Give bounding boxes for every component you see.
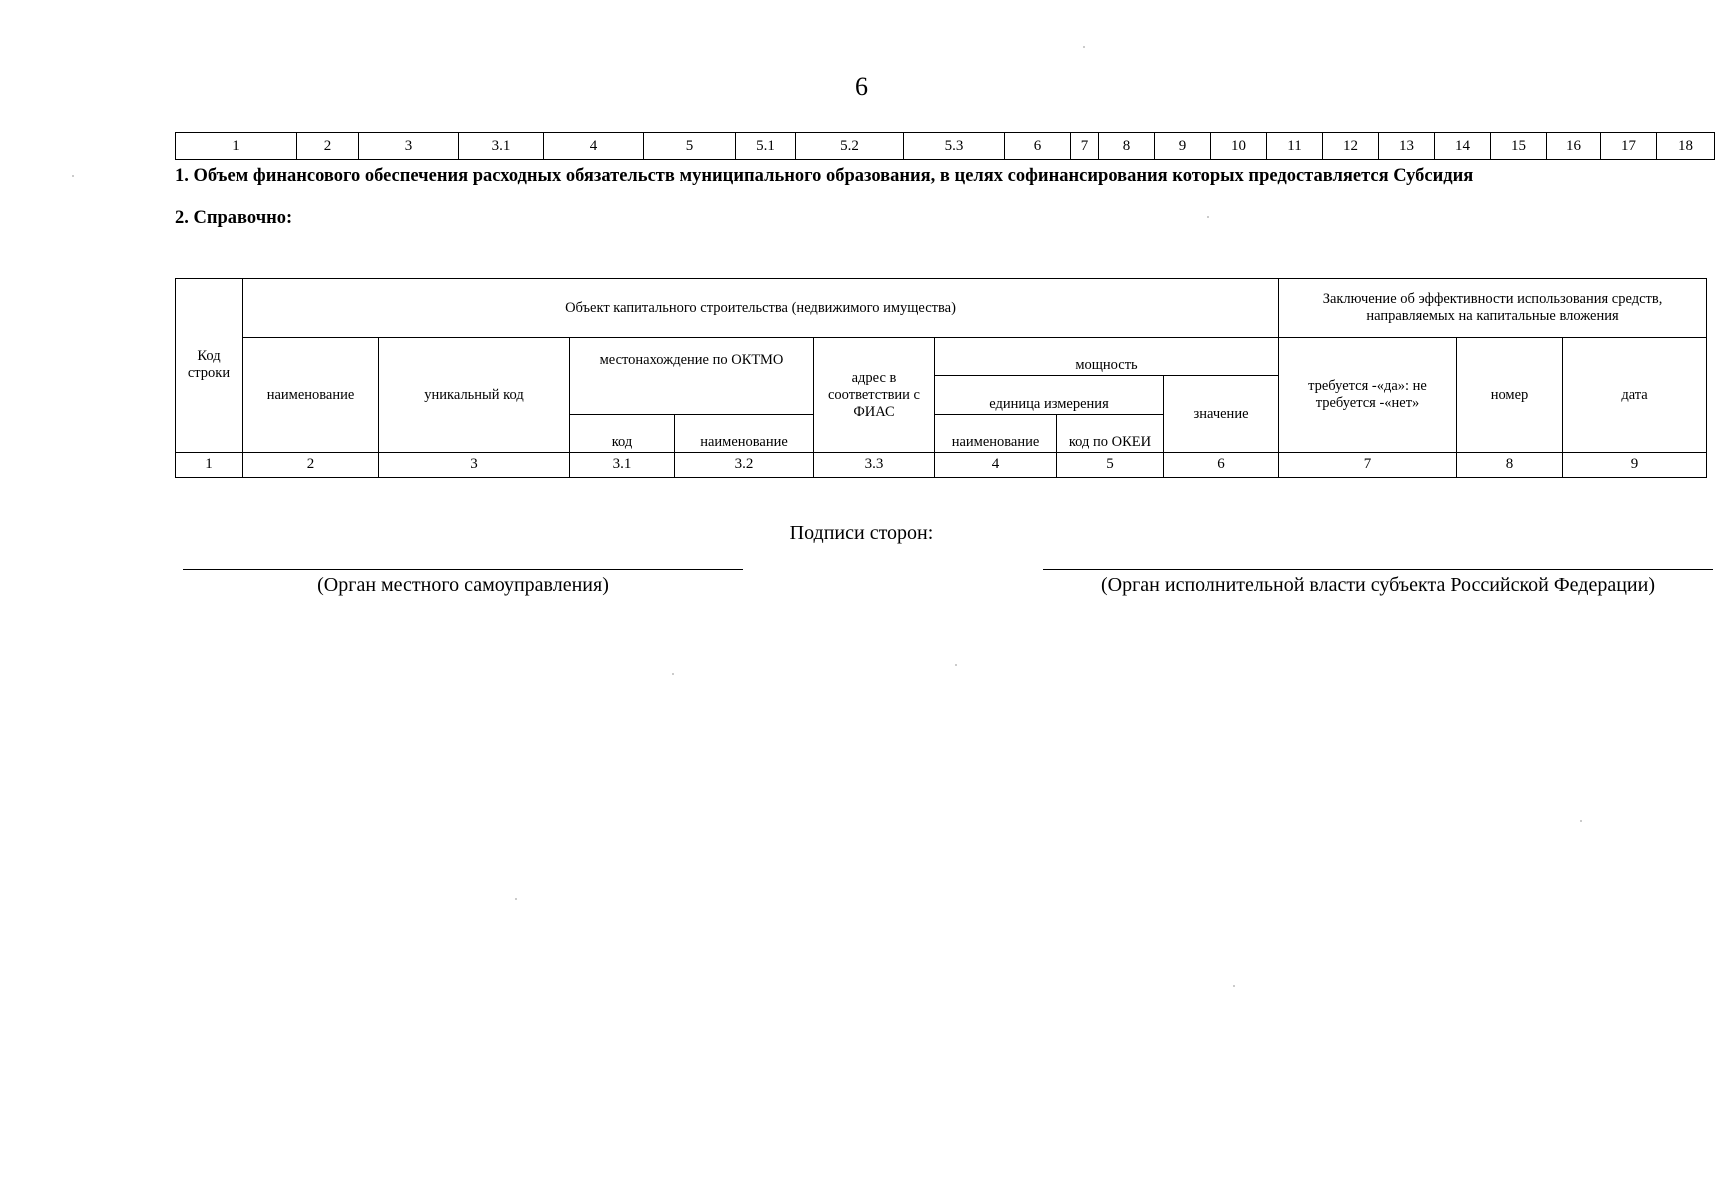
column-number-cell: 8 [1099, 133, 1155, 160]
scan-speck [1233, 985, 1235, 987]
column-number-cell: 16 [1547, 133, 1601, 160]
column-number-cell: 1 [176, 133, 297, 160]
number-header: номер [1457, 338, 1563, 453]
reference-column-numbers-row [176, 452, 1707, 477]
object-group-header: Объект капитального строительства (недвижимого имущества) [243, 279, 1279, 338]
column-number-cell: 3.3 [814, 452, 935, 477]
scan-speck [955, 664, 957, 666]
location-oktmo-header: местонахождение по ОКТМО [570, 338, 814, 414]
column-number-cell: 13 [1379, 133, 1435, 160]
column-number-cell: 4 [544, 133, 644, 160]
scan-speck [672, 673, 674, 675]
column-number-cell: 15 [1491, 133, 1547, 160]
header-row-1 [176, 279, 1707, 338]
signatures-title: Подписи сторон: [789, 522, 934, 544]
okei-code-header: код по ОКЕИ [1057, 414, 1164, 452]
scan-speck [1207, 216, 1209, 218]
column-number-cell: 9 [1563, 452, 1707, 477]
column-numbers-table [175, 132, 1715, 160]
location-name-header: наименование [675, 414, 814, 452]
row-code-header: Код строки [176, 279, 243, 453]
column-number-cell: 1 [176, 452, 243, 477]
column-number-cell: 10 [1211, 133, 1267, 160]
scan-speck [515, 898, 517, 900]
column-number-cell: 3.1 [459, 133, 544, 160]
reference-table [175, 278, 1707, 478]
address-fias-header: адрес в соответствии с ФИАС [814, 338, 935, 453]
unique-code-header: уникальный код [379, 338, 570, 453]
name-header: наименование [243, 338, 379, 453]
column-number-cell: 14 [1435, 133, 1491, 160]
section-1-heading: 1. Объем финансового обеспечения расходных обязательств муниципального образования, в целях софинансирования которых предоставляется Субсидия [175, 166, 1474, 186]
header-row-2 [176, 338, 1707, 376]
value-header: значение [1164, 376, 1279, 452]
column-number-cell: 18 [1657, 133, 1715, 160]
column-number-cell: 5 [644, 133, 736, 160]
column-number-cell: 11 [1267, 133, 1323, 160]
column-number-cell: 7 [1279, 452, 1457, 477]
signature-line-left [183, 569, 743, 570]
unit-header: единица измерения [935, 376, 1164, 414]
required-header: требуется -«да»: не требуется -«нет» [1279, 338, 1457, 453]
unit-name-header: наименование [935, 414, 1057, 452]
column-number-cell: 2 [243, 452, 379, 477]
column-number-cell: 6 [1164, 452, 1279, 477]
column-numbers-row [176, 133, 1715, 160]
signature-label-left: (Орган местного самоуправления) [317, 574, 609, 596]
scan-speck [1580, 820, 1582, 822]
section-2-heading: 2. Справочно: [175, 208, 293, 228]
column-number-cell: 2 [297, 133, 359, 160]
column-number-cell: 3.2 [675, 452, 814, 477]
signature-line-right [1043, 569, 1713, 570]
column-number-cell: 5.3 [904, 133, 1005, 160]
column-number-cell: 6 [1005, 133, 1071, 160]
code-header: код [570, 414, 675, 452]
scan-speck [72, 175, 74, 177]
column-number-cell: 4 [935, 452, 1057, 477]
column-number-cell: 9 [1155, 133, 1211, 160]
capacity-header: мощность [935, 338, 1279, 376]
column-number-cell: 8 [1457, 452, 1563, 477]
column-number-cell: 3 [359, 133, 459, 160]
column-number-cell: 3.1 [570, 452, 675, 477]
scan-speck [1083, 46, 1085, 48]
page-number: 6 [855, 72, 868, 101]
date-header: дата [1563, 338, 1707, 453]
column-number-cell: 5 [1057, 452, 1164, 477]
column-number-cell: 5.2 [796, 133, 904, 160]
conclusion-group-header: Заключение об эффективности использования средств, направляемых на капитальные вложения [1279, 279, 1707, 338]
column-number-cell: 5.1 [736, 133, 796, 160]
column-number-cell: 3 [379, 452, 570, 477]
column-number-cell: 17 [1601, 133, 1657, 160]
column-number-cell: 7 [1071, 133, 1099, 160]
signature-label-right: (Орган исполнительной власти субъекта Российской Федерации) [1100, 574, 1655, 596]
column-number-cell: 12 [1323, 133, 1379, 160]
